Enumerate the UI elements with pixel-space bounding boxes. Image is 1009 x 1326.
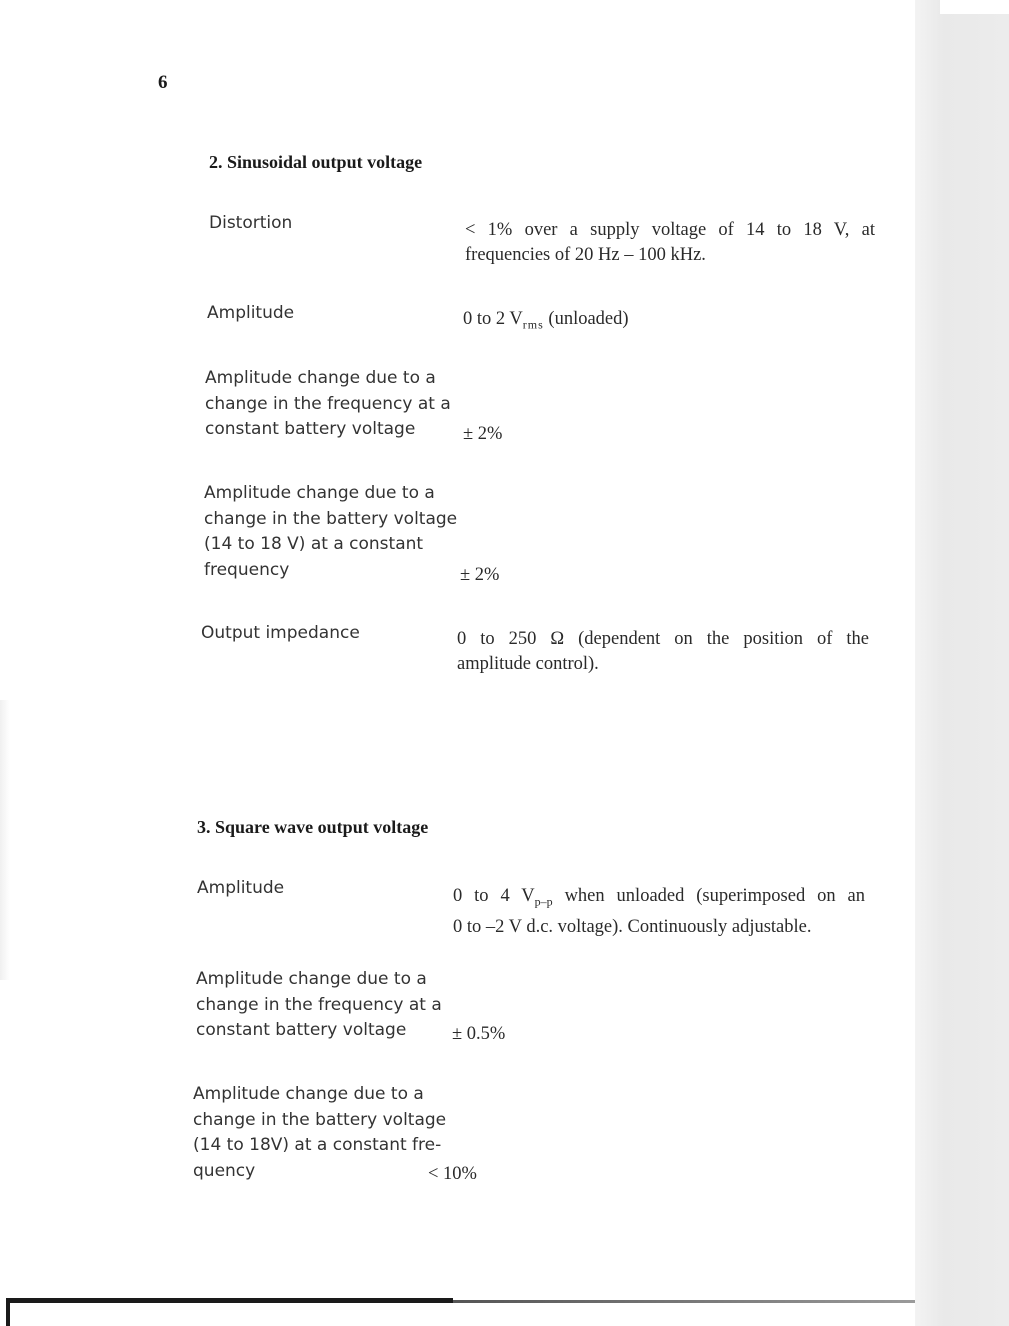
- square-amp-change-freq-label: [196, 967, 442, 1044]
- page-number: 6: [158, 72, 168, 93]
- amp-change-freq-label-line: constant battery voltage: [205, 419, 416, 439]
- amp-change-freq-value: ± 2%: [463, 424, 503, 444]
- distortion-value-line: < 1% over a supply voltage of 14 to 18 V, at: [465, 220, 875, 240]
- distortion-label: Distortion: [209, 213, 293, 233]
- amplitude-value-suffix: (unloaded): [543, 309, 629, 329]
- output-impedance-value-line: 0 to 250 Ω (dependent on the position of the: [457, 629, 869, 649]
- amp-change-battery-label-line: Amplitude change due to a: [204, 483, 435, 503]
- square-amplitude-value-line: 0 to –2 V d.c. voltage). Continuously adjustable.: [453, 916, 812, 937]
- square-amp-change-freq-label-line: change in the frequency at a: [196, 994, 442, 1015]
- square-amp-change-freq-label-line: constant battery voltage: [196, 1020, 407, 1040]
- square-amplitude-value: [453, 884, 865, 940]
- output-impedance-value: [457, 627, 869, 677]
- amplitude-value-subscript: rms: [522, 317, 544, 332]
- left-edge-shadow: [0, 700, 10, 980]
- square-amp-change-battery-value: < 10%: [428, 1164, 477, 1184]
- square-amp-change-battery-label-line: change in the battery voltage: [193, 1109, 447, 1130]
- distortion-value-line: frequencies of 20 Hz – 100 kHz.: [465, 245, 706, 265]
- square-amp-change-battery-label-line: (14 to 18V) at a constant fre-: [193, 1135, 442, 1155]
- square-amp-change-freq-value: ± 0.5%: [452, 1024, 506, 1044]
- square-amp-change-battery-label-line: quency: [193, 1160, 256, 1181]
- amplitude-value-prefix: 0 to 2 V: [463, 309, 523, 329]
- amp-change-freq-label-line: Amplitude change due to a: [205, 368, 436, 388]
- bottom-rule-fade: [453, 1300, 915, 1303]
- amp-change-freq-label: [205, 366, 451, 443]
- amplitude-label: Amplitude: [207, 303, 295, 323]
- square-amplitude-label: Amplitude: [197, 878, 285, 898]
- amp-change-battery-label-line: change in the battery voltage: [204, 508, 458, 529]
- square-amp-change-battery-label-line: Amplitude change due to a: [193, 1084, 424, 1104]
- square-amplitude-value-line: [453, 884, 865, 915]
- amp-change-battery-value: ± 2%: [460, 565, 500, 585]
- page-edge-shadow: [915, 0, 1009, 1326]
- square-amplitude-value-prefix: 0 to 4 V: [453, 886, 535, 906]
- amp-change-battery-label: [204, 481, 457, 583]
- square-amplitude-value-suffix: when unloaded (superimposed on an: [552, 886, 865, 906]
- amplitude-value: [463, 307, 629, 338]
- bottom-rule: [8, 1298, 453, 1303]
- left-rule: [6, 1298, 10, 1326]
- square-amplitude-value-subscript: p–p: [534, 894, 553, 909]
- square-amp-change-battery-label: [193, 1082, 446, 1184]
- page-edge-shadow-top: [940, 0, 1009, 14]
- output-impedance-label: Output impedance: [201, 623, 360, 643]
- section-heading-sinusoidal: 2. Sinusoidal output voltage: [209, 152, 423, 172]
- output-impedance-value-line: amplitude control).: [457, 654, 599, 674]
- section-heading-square-wave: 3. Square wave output voltage: [197, 817, 429, 837]
- distortion-value: [465, 218, 875, 268]
- square-amp-change-freq-label-line: Amplitude change due to a: [196, 969, 427, 989]
- amp-change-freq-label-line: change in the frequency at a: [205, 393, 451, 414]
- amp-change-battery-label-line: (14 to 18 V) at a constant: [204, 534, 424, 554]
- amp-change-battery-label-line: frequency: [204, 559, 290, 580]
